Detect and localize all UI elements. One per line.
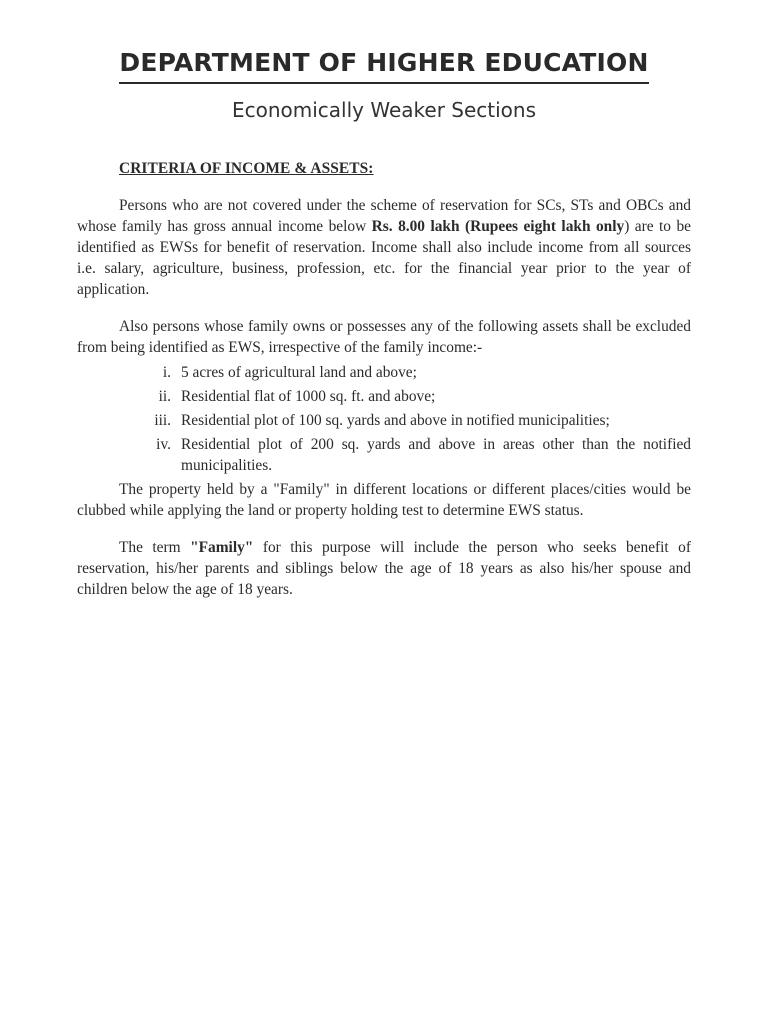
list-item bbox=[77, 386, 691, 407]
assets-intro-paragraph: Also persons whose family owns or possesses any of the following assets shall be excluded from being identified as EWS, irrespective of the family income:- bbox=[77, 318, 691, 356]
income-text-start: Persons who are not covered under the scheme of reservation for SCs, STs and OBCs and whose family has gross annual income below bbox=[77, 197, 691, 235]
income-limit: Rs. 8.00 lakh (Rupees eight lakh only bbox=[371, 218, 625, 235]
page-title bbox=[0, 46, 768, 84]
list-item-text: Residential plot of 100 sq. yards and above in notified municipalities; bbox=[181, 412, 610, 429]
list-item-number: i. bbox=[162, 364, 171, 381]
asset-list bbox=[77, 362, 691, 476]
list-item bbox=[77, 362, 691, 383]
scanned-document bbox=[77, 158, 691, 616]
income-paragraph bbox=[77, 195, 691, 300]
family-text-end: for this purpose will include the person who seeks benefit of reservation, his/her parents and siblings below the age of 18 years as also his/her spouse and children below the age of 18 years. bbox=[77, 539, 692, 598]
list-item-number: ii. bbox=[158, 388, 171, 405]
section-heading: CRITERIA OF INCOME & ASSETS: bbox=[119, 160, 374, 177]
page-subtitle: Economically Weaker Sections bbox=[231, 98, 537, 122]
list-item-number: iv. bbox=[156, 436, 171, 453]
list-item-text: Residential flat of 1000 sq. ft. and above; bbox=[181, 388, 436, 405]
page-title-text: DEPARTMENT OF HIGHER EDUCATION bbox=[119, 46, 648, 84]
family-paragraph bbox=[77, 537, 691, 600]
family-term: "Family" bbox=[190, 539, 254, 556]
list-item bbox=[77, 434, 691, 476]
income-text-end: ) are to be identified as EWSs for benefit of reservation. Income shall also include income from all sources i.e. salary, agriculture, business, profession, etc. for the financial year prior to the year of application. bbox=[77, 218, 691, 298]
list-item bbox=[77, 410, 691, 431]
family-text-start: The term bbox=[119, 539, 191, 556]
list-item-text: 5 acres of agricultural land and above; bbox=[181, 364, 417, 381]
list-item-text: Residential plot of 200 sq. yards and above in areas other than the notified municipalities. bbox=[181, 436, 691, 474]
list-item-number: iii. bbox=[154, 412, 171, 429]
property-paragraph: The property held by a "Family" in different locations or different places/cities would be clubbed while applying the land or property holding test to determine EWS status. bbox=[77, 481, 691, 519]
